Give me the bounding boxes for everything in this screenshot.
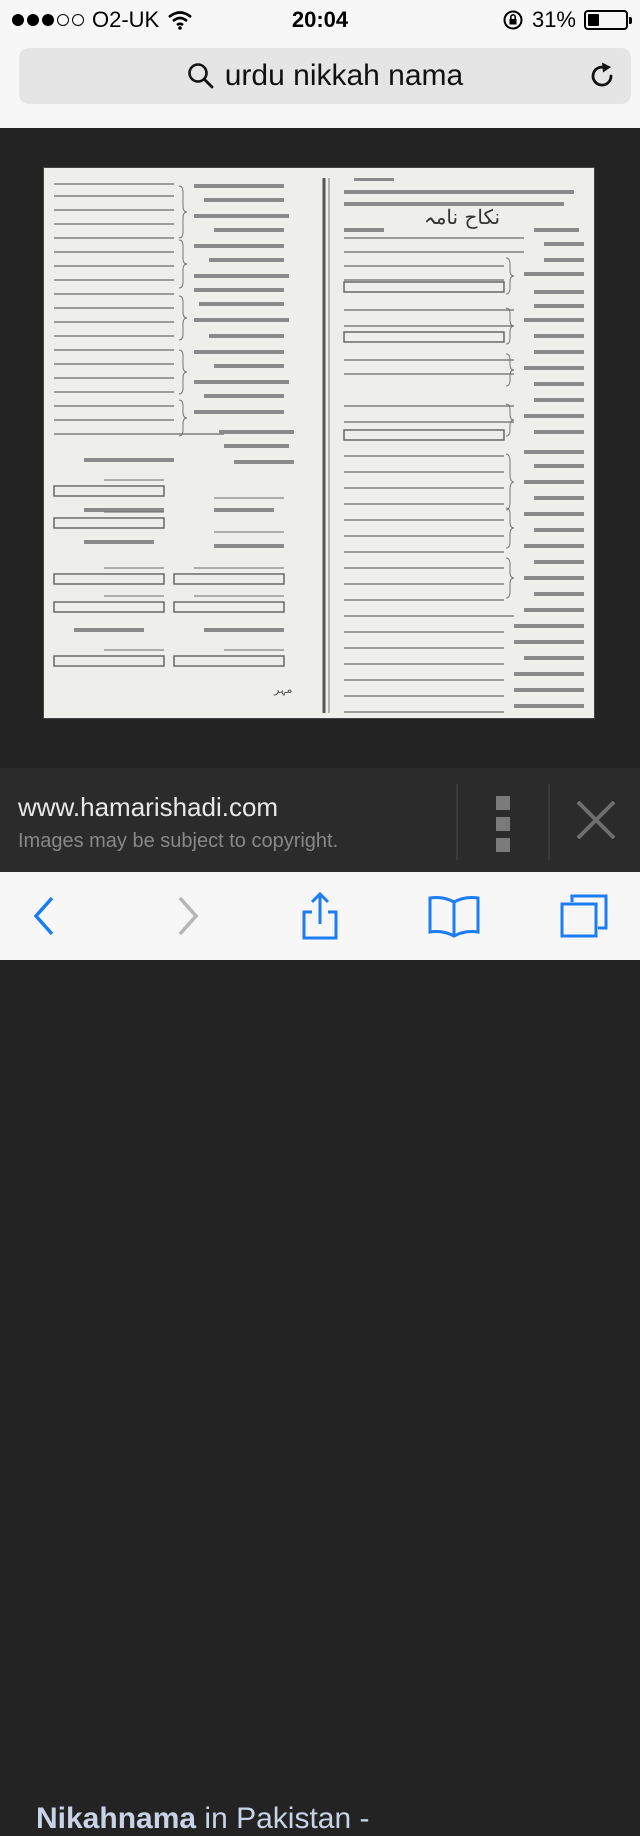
svg-text:نکاح نامہ: نکاح نامہ — [424, 205, 501, 229]
divider — [456, 784, 458, 860]
wifi-icon — [167, 10, 193, 30]
peek-rest: in Pakistan - — [196, 1802, 370, 1835]
close-icon[interactable] — [574, 798, 618, 842]
divider — [548, 784, 550, 860]
chevron-left-icon — [30, 894, 58, 938]
battery-percent: 31% — [531, 7, 576, 32]
document-scan-drawing — [44, 168, 594, 718]
source-site-link[interactable]: www.hamarishadi.com — [18, 792, 279, 822]
signal-strength-icon — [12, 14, 84, 26]
reload-icon[interactable] — [587, 61, 617, 91]
tabs-button[interactable] — [556, 872, 612, 960]
peek-bold: Nikahnama — [36, 1802, 197, 1835]
more-options-icon[interactable] — [496, 796, 510, 852]
carrier-name: O2-UK — [92, 7, 160, 32]
back-button[interactable] — [20, 872, 68, 960]
signal-dot — [27, 14, 39, 26]
forward-button[interactable] — [164, 872, 212, 960]
page-peek-text — [36, 1802, 370, 1836]
signal-dot — [12, 14, 24, 26]
battery-fill — [588, 14, 599, 26]
copyright-note: Images may be subject to copyright. — [18, 830, 339, 852]
chevron-right-icon — [174, 894, 202, 938]
share-button[interactable] — [296, 872, 344, 960]
orientation-lock-icon — [502, 9, 524, 31]
image-viewer — [0, 128, 640, 768]
status-bar — [0, 0, 640, 40]
search-query: urdu nikkah nama — [224, 59, 464, 92]
signal-dot — [42, 14, 54, 26]
search-icon — [187, 62, 215, 90]
clock: 20:04 — [291, 7, 349, 32]
bookmarks-icon — [427, 894, 481, 938]
browser-toolbar — [0, 872, 640, 1835]
battery-icon — [584, 10, 628, 30]
signal-dot — [72, 14, 84, 26]
tabs-icon — [558, 892, 610, 940]
svg-text:مہر: مہر — [274, 683, 293, 696]
signal-dot — [57, 14, 69, 26]
share-icon — [300, 890, 340, 942]
address-bar-area — [0, 40, 640, 128]
nikah-nama-scan-image[interactable] — [44, 168, 594, 718]
bookmarks-button[interactable] — [424, 872, 484, 960]
image-info-panel — [0, 768, 640, 872]
address-bar[interactable] — [19, 48, 631, 104]
